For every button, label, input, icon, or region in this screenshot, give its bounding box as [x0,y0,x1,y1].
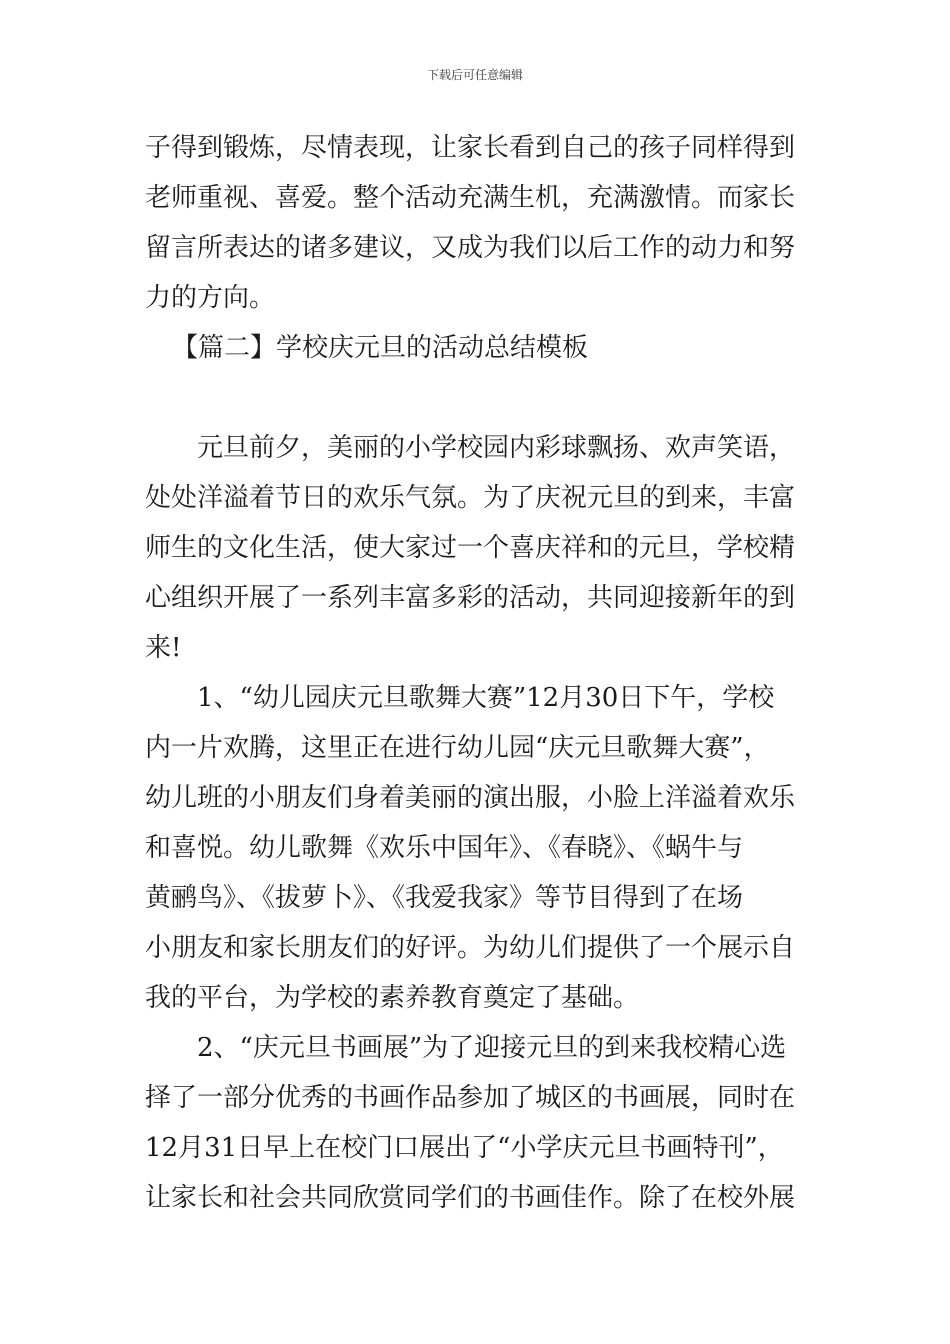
text-line-10: 来! [145,633,182,663]
text-line-2: 老师重视、喜爱。整个活动充满生机，充满激情。而家长 [145,183,796,213]
page-header-note: 下载后可任意编辑 [426,68,523,82]
text-line-4: 力的方向。 [145,283,276,313]
text-line-12: 内一片欢腾，这里正在进行幼儿园“庆元旦歌舞大赛”， [145,733,770,763]
text-line-9: 心组织开展了一系列丰富多彩的活动，共同迎接新年的到 [145,583,796,613]
text-line-17: 我的平台，为学校的素养教育奠定了基础。 [145,983,640,1013]
text-line-7: 处处洋溢着节日的欢乐气氛。为了庆祝元旦的到来，丰富 [145,483,796,513]
text-line-14: 和喜悦。幼儿歌舞《欢乐中国年》、《春晓》、《蜗牛与 [145,833,744,863]
text-line-11: 1、“幼儿园庆元旦歌舞大赛”12月30日下午，学校 [197,683,775,713]
text-line-20: 12月31日早上在校门口展出了“小学庆元旦书画特刊”， [145,1133,784,1163]
text-line-15: 黄鹂鸟》、《拔萝卜》、《我爱我家》等节目得到了在场 [145,883,744,913]
text-line-18: 2、“庆元旦书画展”为了迎接元旦的到来我校精心选 [197,1033,787,1063]
text-line-19: 择了一部分优秀的书画作品参加了城区的书画展，同时在 [145,1083,796,1113]
text-line-13: 幼儿班的小朋友们身着美丽的演出服，小脸上洋溢着欢乐 [145,783,796,813]
section-heading: 【篇二】学校庆元旦的活动总结模板 [172,333,589,363]
text-line-6: 元旦前夕，美丽的小学校园内彩球飘扬、欢声笑语， [197,433,796,463]
text-line-21: 让家长和社会共同欣赏同学们的书画佳作。除了在校外展 [145,1183,796,1213]
text-line-3: 留言所表达的诸多建议，又成为我们以后工作的动力和努 [145,233,796,263]
text-line-16: 小朋友和家长朋友们的好评。为幼儿们提供了一个展示自 [145,933,796,963]
text-line-1: 子得到锻炼，尽情表现，让家长看到自己的孩子同样得到 [145,133,796,163]
text-line-8: 师生的文化生活，使大家过一个喜庆祥和的元旦，学校精 [145,533,796,563]
